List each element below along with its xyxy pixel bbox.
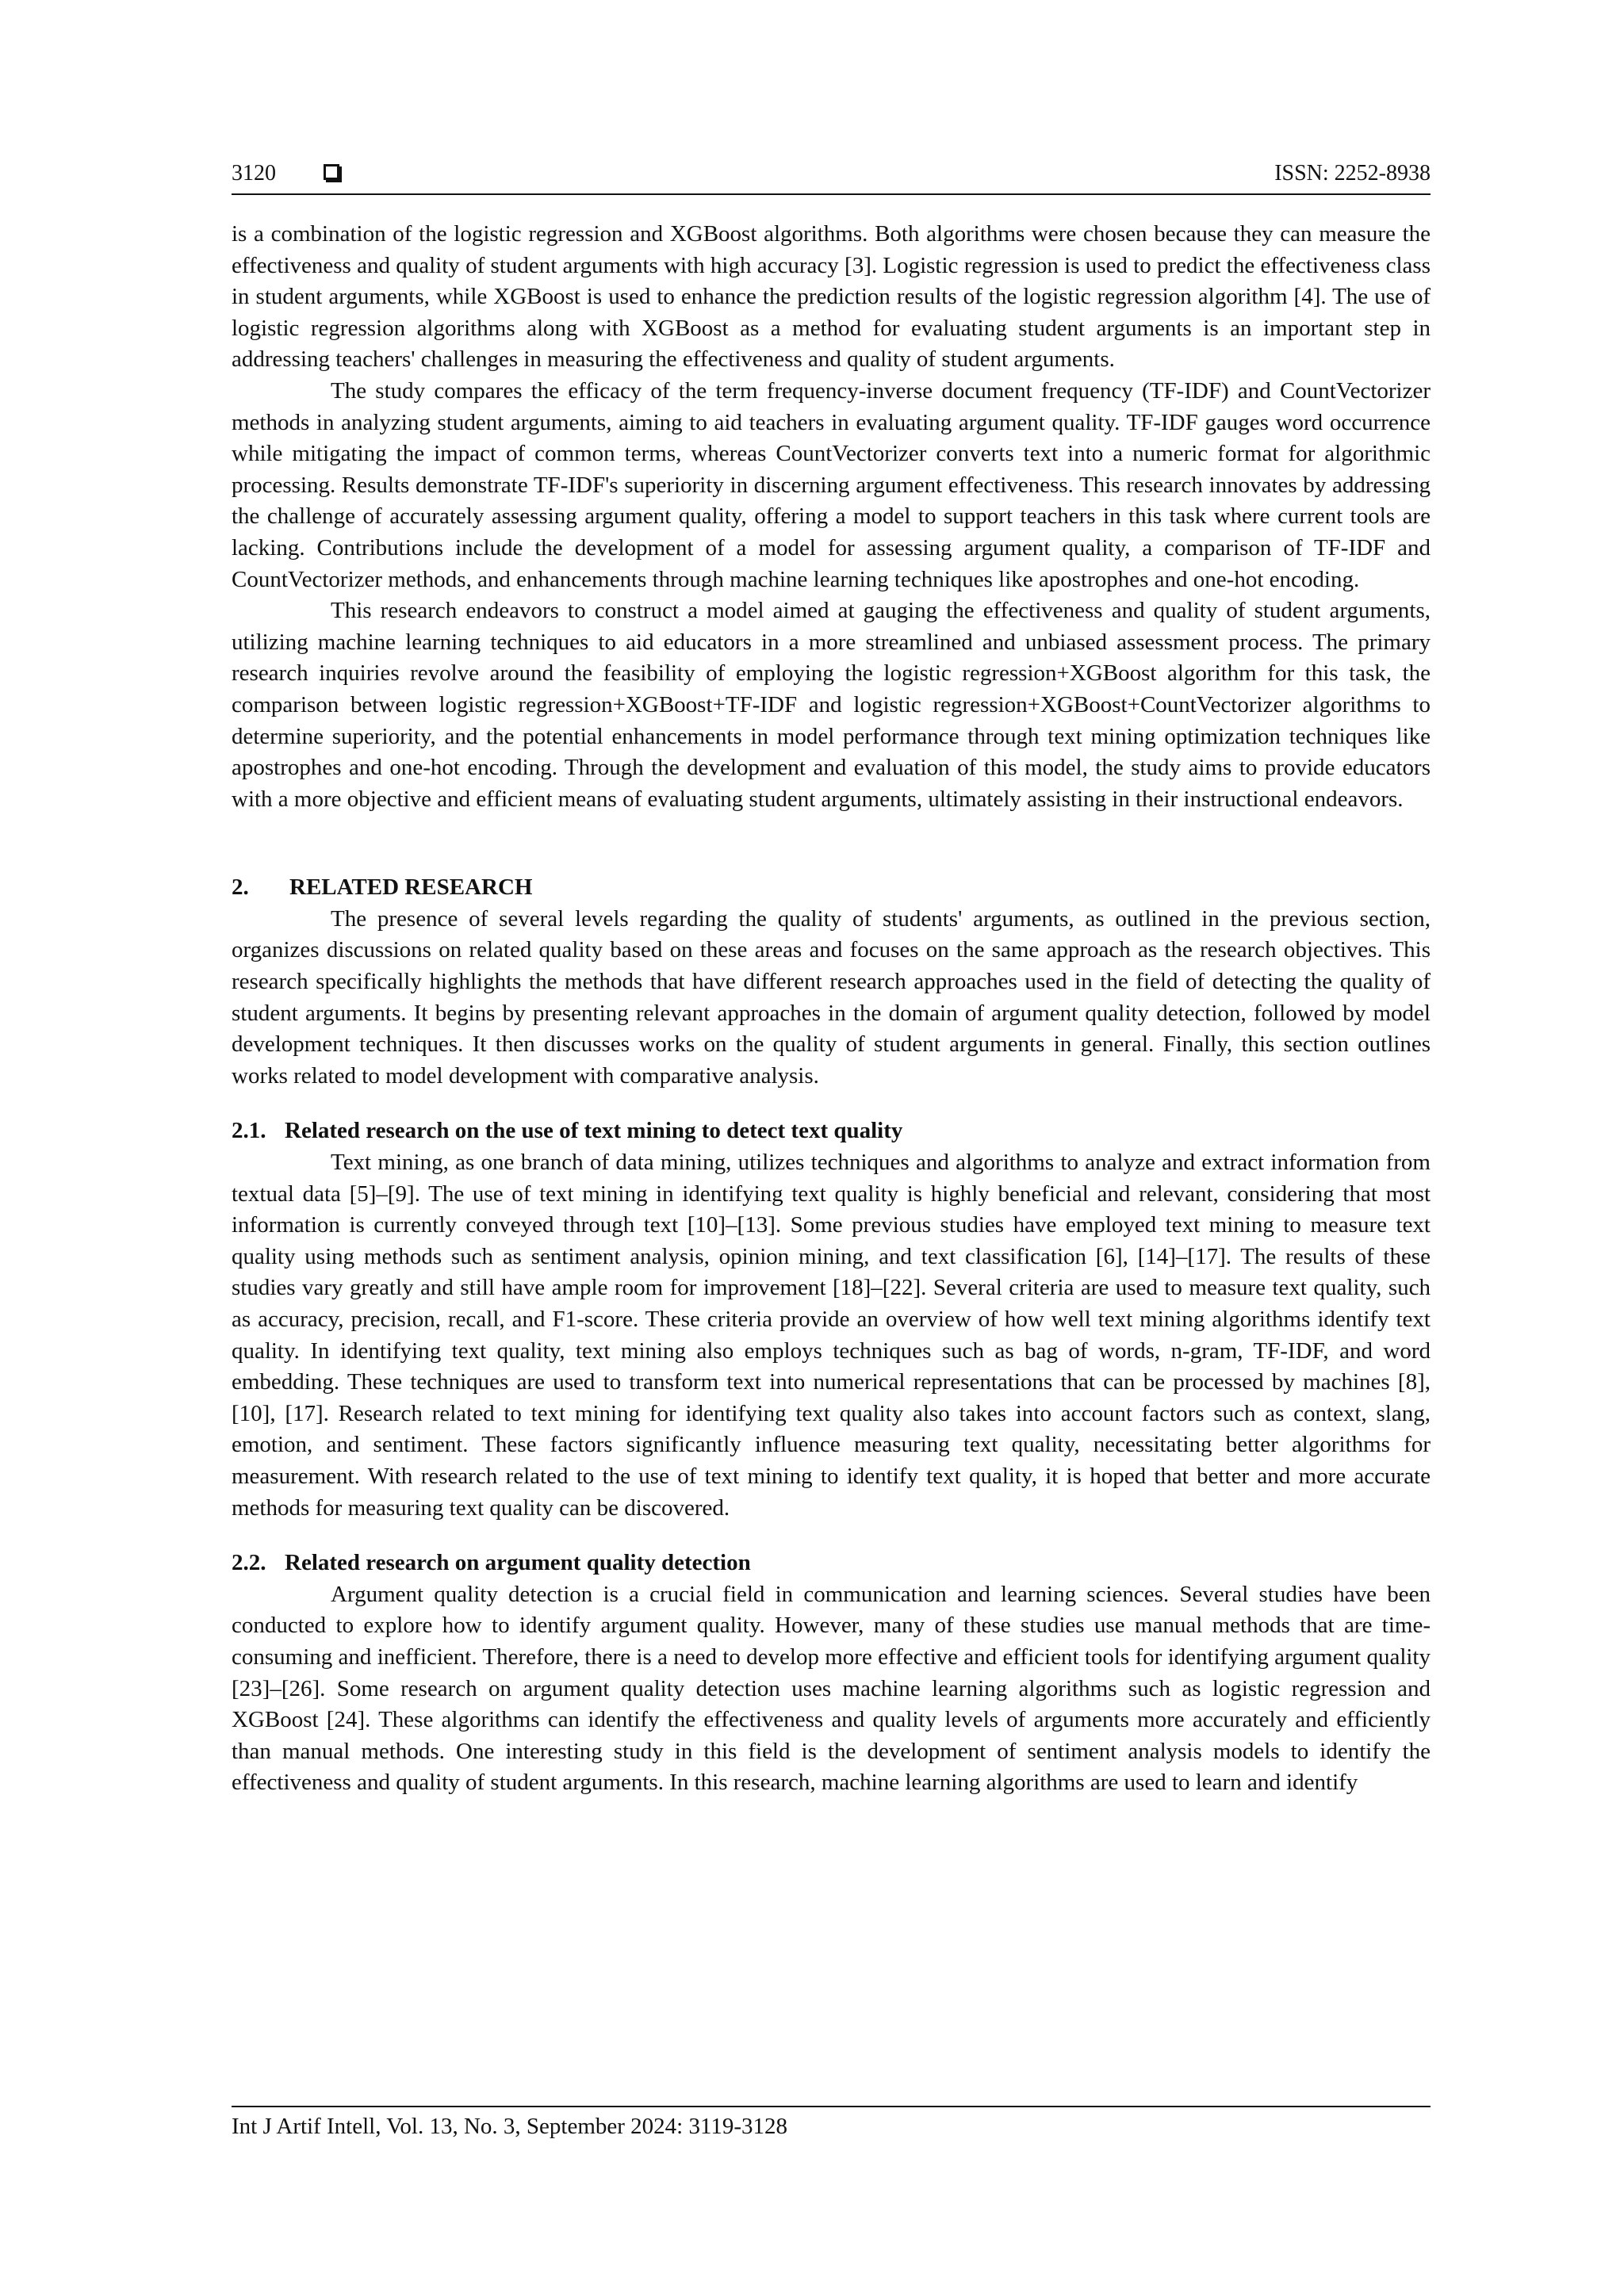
running-header bbox=[232, 155, 1431, 192]
section-title: RELATED RESEARCH bbox=[289, 874, 533, 901]
section-heading-related-research bbox=[232, 872, 1431, 904]
subsection-number: 2.1. bbox=[232, 1118, 266, 1144]
article-body bbox=[232, 219, 1431, 1799]
page-number: 3120 bbox=[232, 161, 276, 186]
subsection-number: 2.2. bbox=[232, 1550, 266, 1576]
journal-citation-footer: Int J Artif Intell, Vol. 13, No. 3, September 2024: 3119-3128 bbox=[232, 2114, 788, 2139]
header-divider bbox=[232, 193, 1431, 195]
subsection-title: Related research on the use of text mining to detect text quality bbox=[285, 1118, 903, 1144]
section-number: 2. bbox=[232, 874, 249, 901]
intro-paragraph-3: This research endeavors to construct a model aimed at gauging the effectiveness and quality of student arguments, utilizing machine learning techniques to aid educators in a more streamlined and unbiased assessment process. The primary research inquiries revolve around the feasibility of employing the logistic regression+XGBoost algorithm for this task, the comparison between logistic regression+XGBoost+TF-IDF and logistic regression+XGBoost+CountVectorizer algorithms to determine superiority, and the potential enhancements in model performance through text mining optimization techniques like apostrophes and one-hot encoding. Through the development and evaluation of this model, the study aims to provide educators with a more objective and efficient means of evaluating student arguments, ultimately assisting in their instructional endeavors. bbox=[232, 598, 1431, 812]
subsection-heading-text-mining bbox=[232, 1115, 1431, 1147]
journal-page bbox=[232, 0, 1431, 2296]
subsection-heading-argument-quality bbox=[232, 1548, 1431, 1579]
intro-paragraph-2: The study compares the efficacy of the term frequency-inverse document frequency (TF-IDF) and CountVectorizer methods in analyzing student arguments, aiming to aid teachers in evaluating argument quality. TF-IDF gauges word occurrence while mitigating the impact of common terms, whereas CountVectorizer converts text into a numeric format for algorithmic processing. Results demonstrate TF-IDF's superiority in discerning argument effectiveness. This research innovates by addressing the challenge of accurately assessing argument quality, offering a model to support teachers in this task where current tools are lacking. Contributions include the development of a model for assessing argument quality, a comparison of TF-IDF and CountVectorizer methods, and enhancements through machine learning techniques like apostrophes and one-hot encoding. bbox=[232, 377, 1431, 592]
intro-paragraph-1: is a combination of the logistic regression and XGBoost algorithms. Both algorithms were chosen because they can measure the effectiveness and quality of student arguments with high accuracy [3]. Logistic regression is used to predict the effectiveness class in student arguments, while XGBoost is used to enhance the prediction results of the logistic regression algorithm [4]. The use of logistic regression algorithms along with XGBoost as a method for evaluating student arguments is an important step in addressing teachers' challenges in measuring the effectiveness and quality of student arguments. bbox=[232, 221, 1431, 373]
square-bullet-icon bbox=[324, 164, 339, 180]
argument-quality-paragraph: Argument quality detection is a crucial field in communication and learning sciences. Several studies have been conducted to explore how to identify argument quality. However, many of these studies use manual methods that are time-consuming and inefficient. Therefore, there is a need to develop more effective and efficient tools for identifying argument quality [23]–[26]. Some research on argument quality detection uses machine learning algorithms such as logistic regression and XGBoost [24]. These algorithms can identify the effectiveness and quality levels of arguments more accurately and efficiently than manual methods. One interesting study in this field is the development of sentiment analysis models to identify the effectiveness and quality of student arguments. In this research, machine learning algorithms are used to learn and identify bbox=[232, 1581, 1431, 1796]
issn-label: ISSN: 2252-8938 bbox=[1274, 161, 1431, 186]
text-mining-paragraph: Text mining, as one branch of data mining, utilizes techniques and algorithms to analyze and extract information from textual data [5]–[9]. The use of text mining in identifying text quality is highly beneficial and relevant, considering that most information is currently conveyed through text [10]–[13]. Some previous studies have employed text mining to measure text quality using methods such as sentiment analysis, opinion mining, and text classification [6], [14]–[17]. The results of these studies vary greatly and still have ample room for improvement [18]–[22]. Several criteria are used to measure text quality, such as accuracy, precision, recall, and F1-score. These criteria provide an overview of how well text mining algorithms identify text quality. In identifying text quality, text mining also employs techniques such as bag of words, n-gram, TF-IDF, and word embedding. These techniques are used to transform text into numerical representations that can be processed by machines [8], [10], [17]. Research related to text mining for identifying text quality also takes into account factors such as context, slang, emotion, and sentiment. These factors significantly influence measuring text quality, necessitating better algorithms for measurement. With research related to the use of text mining to identify text quality, it is hoped that better and more accurate methods for measuring text quality can be discovered. bbox=[232, 1150, 1431, 1521]
subsection-title: Related research on argument quality detection bbox=[285, 1550, 751, 1576]
footer-divider bbox=[232, 2106, 1431, 2107]
related-research-paragraph: The presence of several levels regarding the quality of students' arguments, as outlined in the previous section, organizes discussions on related quality based on these areas and focuses on the same approach as the research objectives. This research specifically highlights the methods that have different research approaches used in the field of detecting the quality of student arguments. It begins by presenting relevant approaches in the domain of argument quality detection, followed by model development techniques. It then discusses works on the quality of student arguments in general. Finally, this section outlines works related to model development with comparative analysis. bbox=[232, 905, 1431, 1089]
